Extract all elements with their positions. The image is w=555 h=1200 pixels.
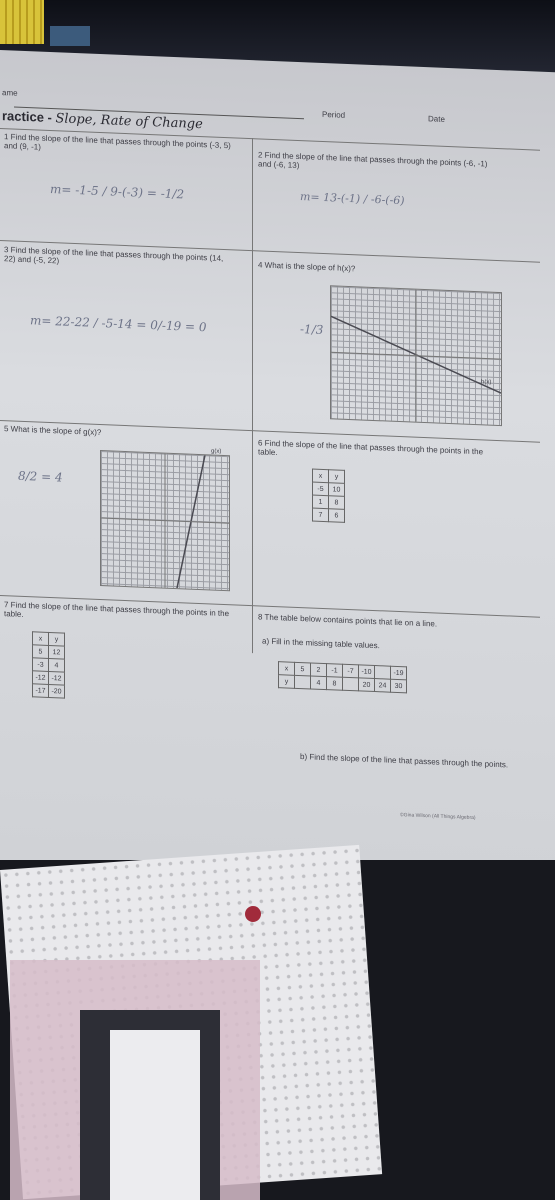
worksheet-paper	[0, 50, 555, 884]
table-cell: -19	[391, 666, 407, 680]
table-cell	[375, 666, 391, 680]
problem-6-table	[312, 469, 345, 523]
table-cell: 8	[327, 677, 343, 691]
table-cell: -12	[49, 671, 65, 685]
column-divider	[252, 138, 253, 653]
table-cell: 10	[329, 483, 345, 497]
table-header: y	[279, 675, 295, 689]
yellow-folder-edge	[0, 0, 44, 44]
table-cell: -3	[33, 658, 49, 672]
table-cell	[295, 675, 311, 689]
table-cell: 5	[33, 645, 49, 659]
table-cell: 24	[375, 679, 391, 693]
title-handwritten: Slope, Rate of Change	[55, 111, 203, 133]
g-of-x-line	[101, 451, 229, 590]
table-cell: 1	[313, 495, 329, 509]
date-label: Date	[428, 114, 445, 124]
problem-2-work: m= 13-(-1) / -6-(-6)	[300, 190, 405, 208]
table-cell: 6	[329, 509, 345, 523]
blue-object	[50, 26, 90, 46]
problem-7-text: 7 Find the slope of the line that passes through the points in the table.	[4, 600, 230, 619]
table-header: y	[49, 632, 65, 646]
white-print-shape	[110, 1030, 200, 1200]
h-of-x-label: h(x)	[481, 379, 492, 386]
problem-6-text: 6 Find the slope of the line that passes through the points in the table.	[258, 438, 484, 458]
problem-2-text: 2 Find the slope of the line that passes through the points (-6, -1) and (-6, 13)	[258, 150, 488, 171]
table-cell: -17	[33, 684, 49, 698]
table-header: x	[313, 469, 329, 483]
g-of-x-label: g(x)	[211, 448, 222, 455]
table-header: x	[33, 632, 49, 646]
table-cell: 20	[359, 678, 375, 692]
table-cell: -1	[327, 664, 343, 678]
problem-8-text: 8 The table below contains points that lie on a line.	[258, 612, 438, 629]
table-cell: 4	[311, 676, 327, 690]
problem-4-text: 4 What is the slope of h(x)?	[258, 260, 356, 274]
copyright-footer: ©Gina Wilson (All Things Algebra)	[400, 812, 476, 822]
table-cell: -5	[313, 482, 329, 496]
table-cell: 2	[311, 663, 327, 677]
problem-5-text: 5 What is the slope of g(x)?	[4, 424, 102, 438]
problem-3-text: 3 Find the slope of the line that passes through the points (14, 22) and (-5, 22)	[4, 245, 224, 266]
table-cell: 4	[49, 658, 65, 672]
problem-8-part-b: b) Find the slope of the line that passes through the points.	[300, 752, 509, 770]
table-cell: 7	[313, 508, 329, 522]
table-cell: 30	[391, 679, 407, 693]
table-header: y	[329, 470, 345, 484]
heart-print	[245, 906, 261, 922]
table-cell: -10	[359, 665, 375, 679]
name-label: ame	[2, 88, 18, 98]
problem-1-work: m= -1-5 / 9-(-3) = -1/2	[50, 182, 185, 202]
problem-3-work: m= 22-22 / -5-14 = 0/-19 = 0	[30, 313, 207, 335]
table-cell: -12	[33, 671, 49, 685]
problem-1-text: 1 Find the slope of the line that passes through the points (-3, 5) and (9, -1)	[4, 132, 231, 152]
problem-5-graph	[100, 450, 230, 591]
table-cell: 5	[295, 662, 311, 676]
problem-5-work: 8/2 = 4	[18, 468, 63, 485]
table-cell: -7	[343, 664, 359, 678]
table-cell: -20	[49, 684, 65, 698]
table-cell: 8	[329, 496, 345, 510]
table-header: x	[279, 662, 295, 676]
table-cell: 12	[49, 645, 65, 659]
problem-8-part-a: a) Fill in the missing table values.	[262, 636, 380, 651]
table-cell	[343, 677, 359, 691]
problem-8-table	[278, 661, 407, 693]
problem-7-table	[32, 631, 65, 698]
title-print: ractice -	[2, 108, 56, 126]
problem-4-work: -1/3	[300, 322, 324, 337]
problem-4-graph	[330, 285, 502, 426]
period-label: Period	[322, 109, 346, 120]
h-of-x-line	[331, 286, 501, 425]
